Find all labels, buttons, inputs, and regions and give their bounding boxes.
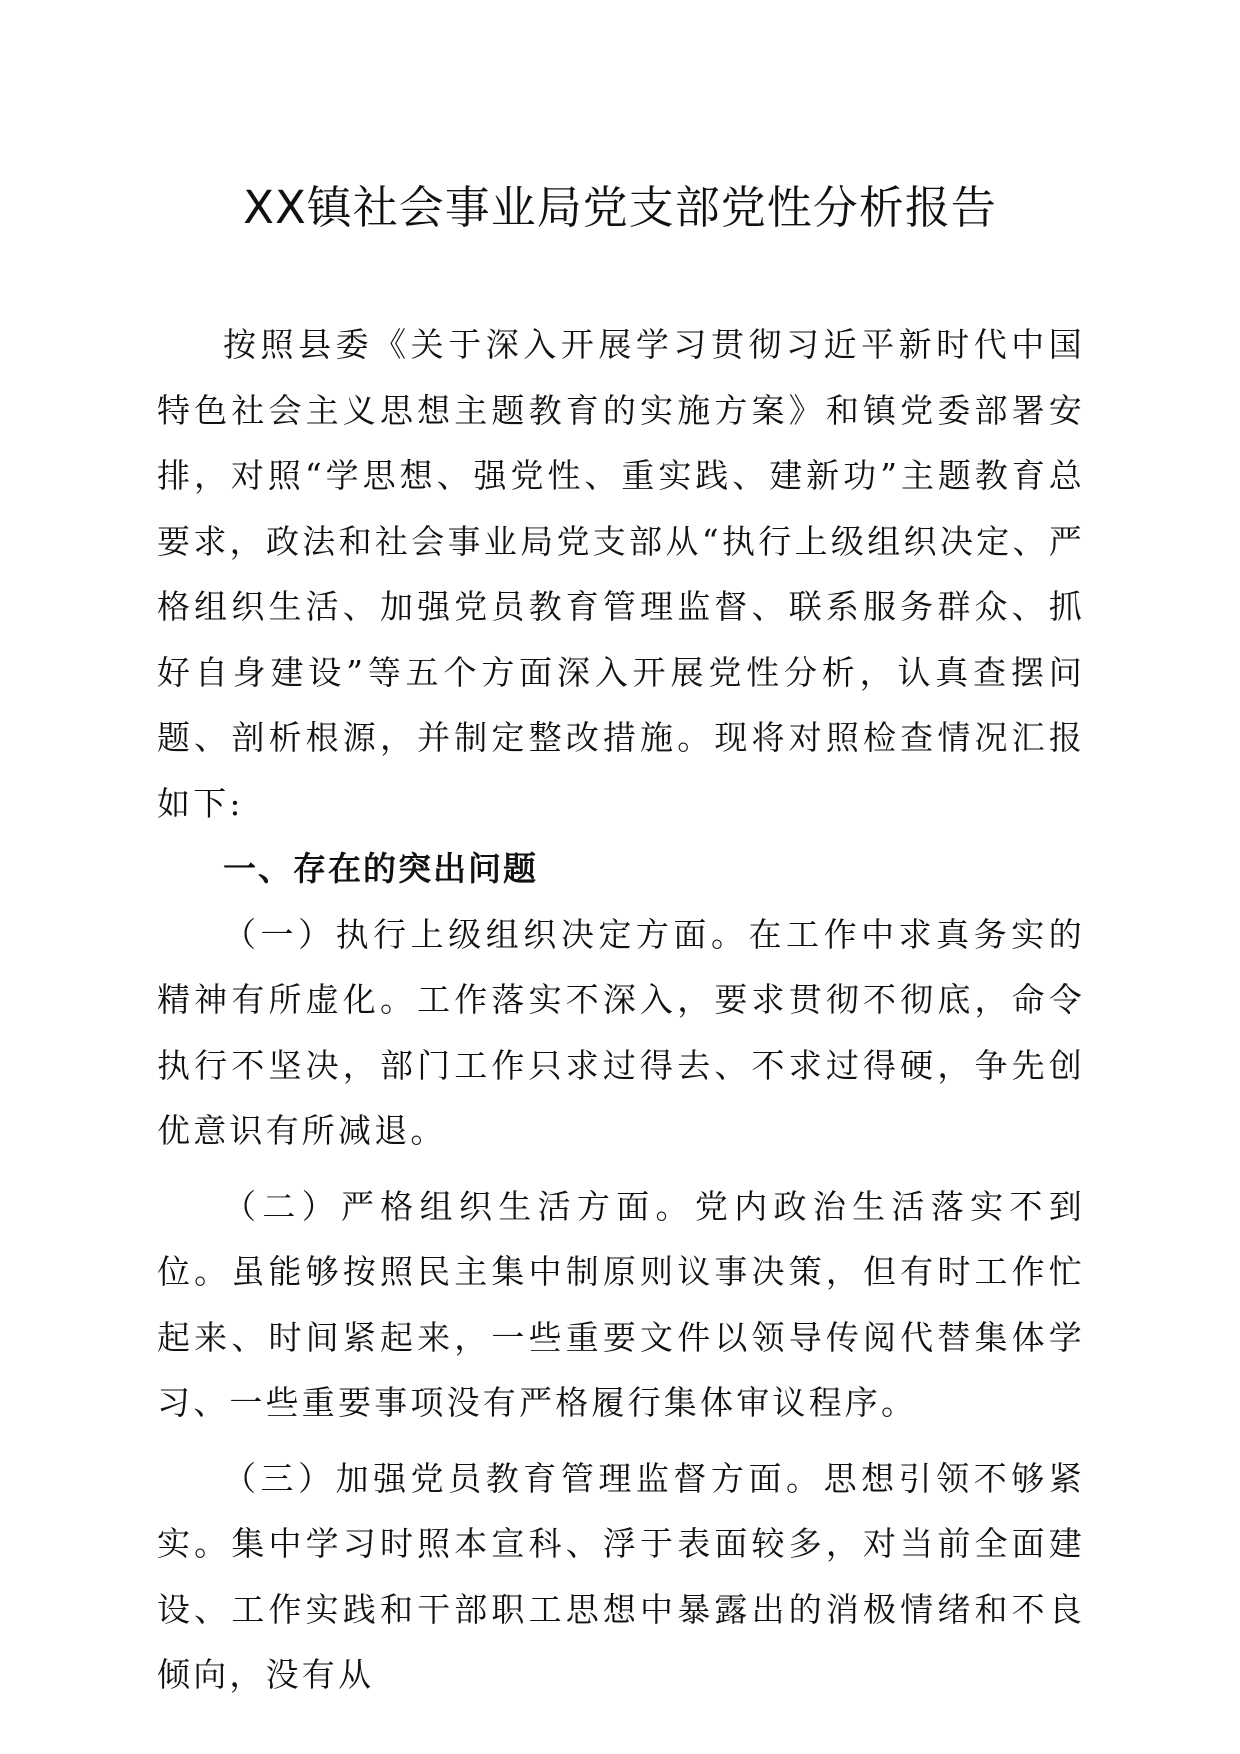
paragraph-organization-life: （二）严格组织生活方面。党内政治生活落实不到位。虽能够按照民主集中制原则议事决策，但有时工作忙起来、时间紧起来，一些重要文件以领导传阅代替集体学习、一些重要事项没有严格履行集体审议程序。 [157, 1186, 1085, 1422]
paragraph-member-education: （三）加强党员教育管理监督方面。思想引领不够紧实。集中学习时照本宣科、浮于表面较多，对当前全面建设、工作实践和干部职工思想中暴露出的消极情绪和不良倾向，没有从 [157, 1458, 1085, 1694]
document-title: XX镇社会事业局党支部党性分析报告 [243, 181, 997, 234]
section-heading: 一、存在的突出问题 [223, 849, 538, 888]
document-body [157, 312, 1085, 1708]
intro-paragraph: 按照县委《关于深入开展学习贯彻习近平新时代中国特色社会主义思想主题教育的实施方案》和镇党委部署安排，对照“学思想、强党性、重实践、建新功”主题教育总要求，政法和社会事业局党支部从“执行上级组织决定、严格组织生活、加强党员教育管理监督、联系服务群众、抓好自身建设”等五个方面深入开展党性分析，认真查摆问题、剖析根源，并制定整改措施。现将对照检查情况汇报如下: [157, 325, 1085, 823]
paragraph-execution: （一）执行上级组织决定方面。在工作中求真务实的精神有所虚化。工作落实不深入，要求贯彻不彻底，命令执行不坚决，部门工作只求过得去、不求过得硬，争先创优意识有所减退。 [157, 914, 1085, 1150]
